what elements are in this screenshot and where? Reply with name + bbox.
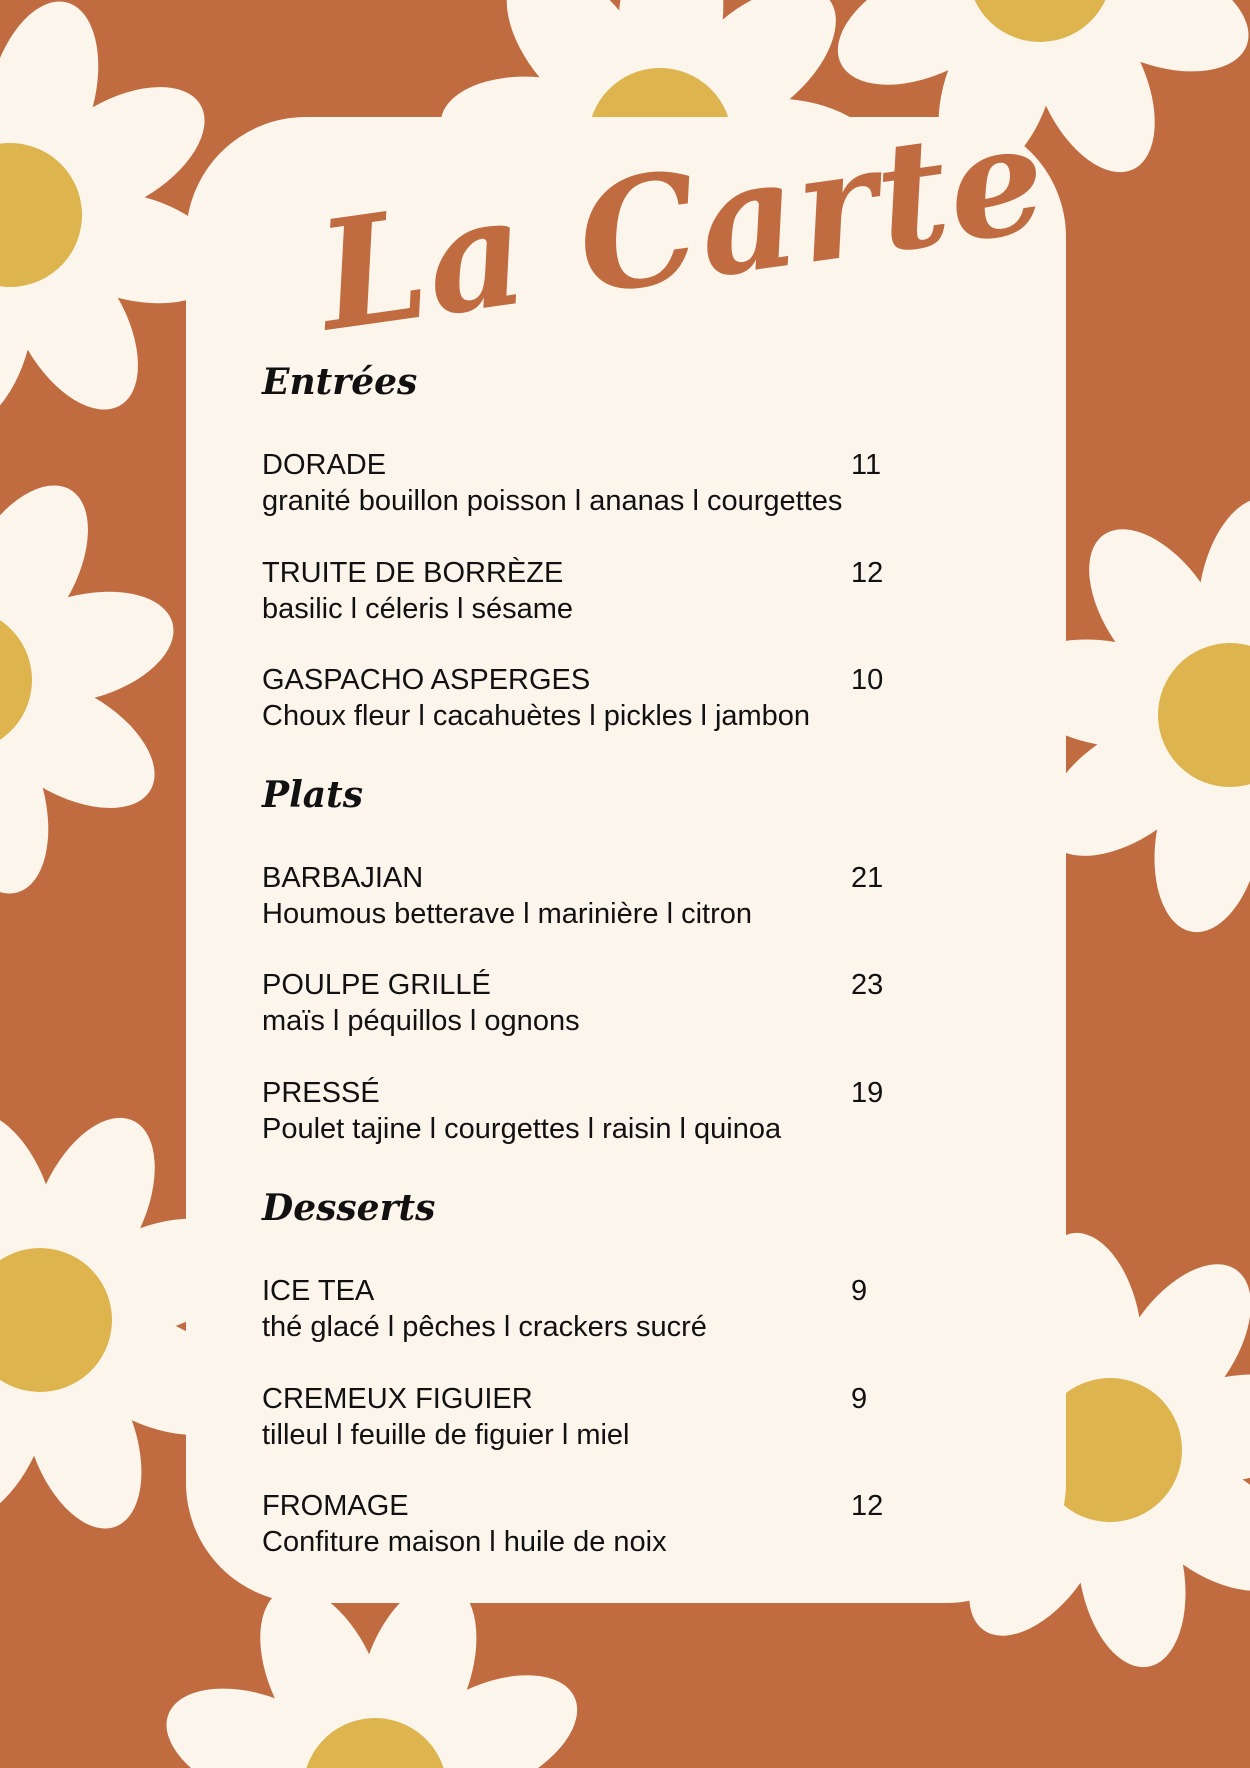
item-name: FROMAGE (262, 1490, 409, 1522)
item-price: 10 (851, 664, 884, 696)
item-description: basilic l céleris l sésame (262, 593, 574, 625)
item-description: Confiture maison l huile de noix (262, 1526, 667, 1558)
item-name: TRUITE DE BORRÈZE (262, 557, 564, 589)
section-title-desserts: Desserts (262, 1187, 436, 1229)
item-description: Choux fleur l cacahuètes l pickles l jambon (262, 700, 811, 732)
section-title-entrees: Entrées (262, 361, 418, 403)
item-description: tilleul l feuille de figuier l miel (262, 1419, 630, 1451)
section-title-plats: Plats (262, 774, 363, 816)
item-description: Poulet tajine l courgettes l raisin l quinoa (262, 1113, 782, 1145)
item-description: maïs l péquillos l ognons (262, 1005, 580, 1037)
item-price: 9 (851, 1275, 868, 1307)
item-description: Houmous betterave l marinière l citron (262, 898, 752, 930)
item-price: 9 (851, 1383, 868, 1415)
item-price: 11 (851, 449, 882, 481)
item-name: CREMEUX FIGUIER (262, 1383, 533, 1415)
item-price: 19 (851, 1077, 884, 1109)
item-name: ICE TEA (262, 1275, 375, 1307)
item-description: granité bouillon poisson l ananas l courgettes (262, 485, 843, 517)
item-price: 23 (851, 969, 884, 1001)
item-name: BARBAJIAN (262, 862, 424, 894)
item-name: DORADE (262, 449, 387, 481)
item-name: PRESSÉ (262, 1077, 380, 1109)
item-name: GASPACHO ASPERGES (262, 664, 591, 696)
item-name: POULPE GRILLÉ (262, 969, 491, 1001)
item-price: 12 (851, 557, 884, 589)
item-description: thé glacé l pêches l crackers sucré (262, 1311, 707, 1343)
item-price: 12 (851, 1490, 884, 1522)
menu-title: La Carte (308, 89, 1058, 366)
item-price: 21 (851, 862, 884, 894)
